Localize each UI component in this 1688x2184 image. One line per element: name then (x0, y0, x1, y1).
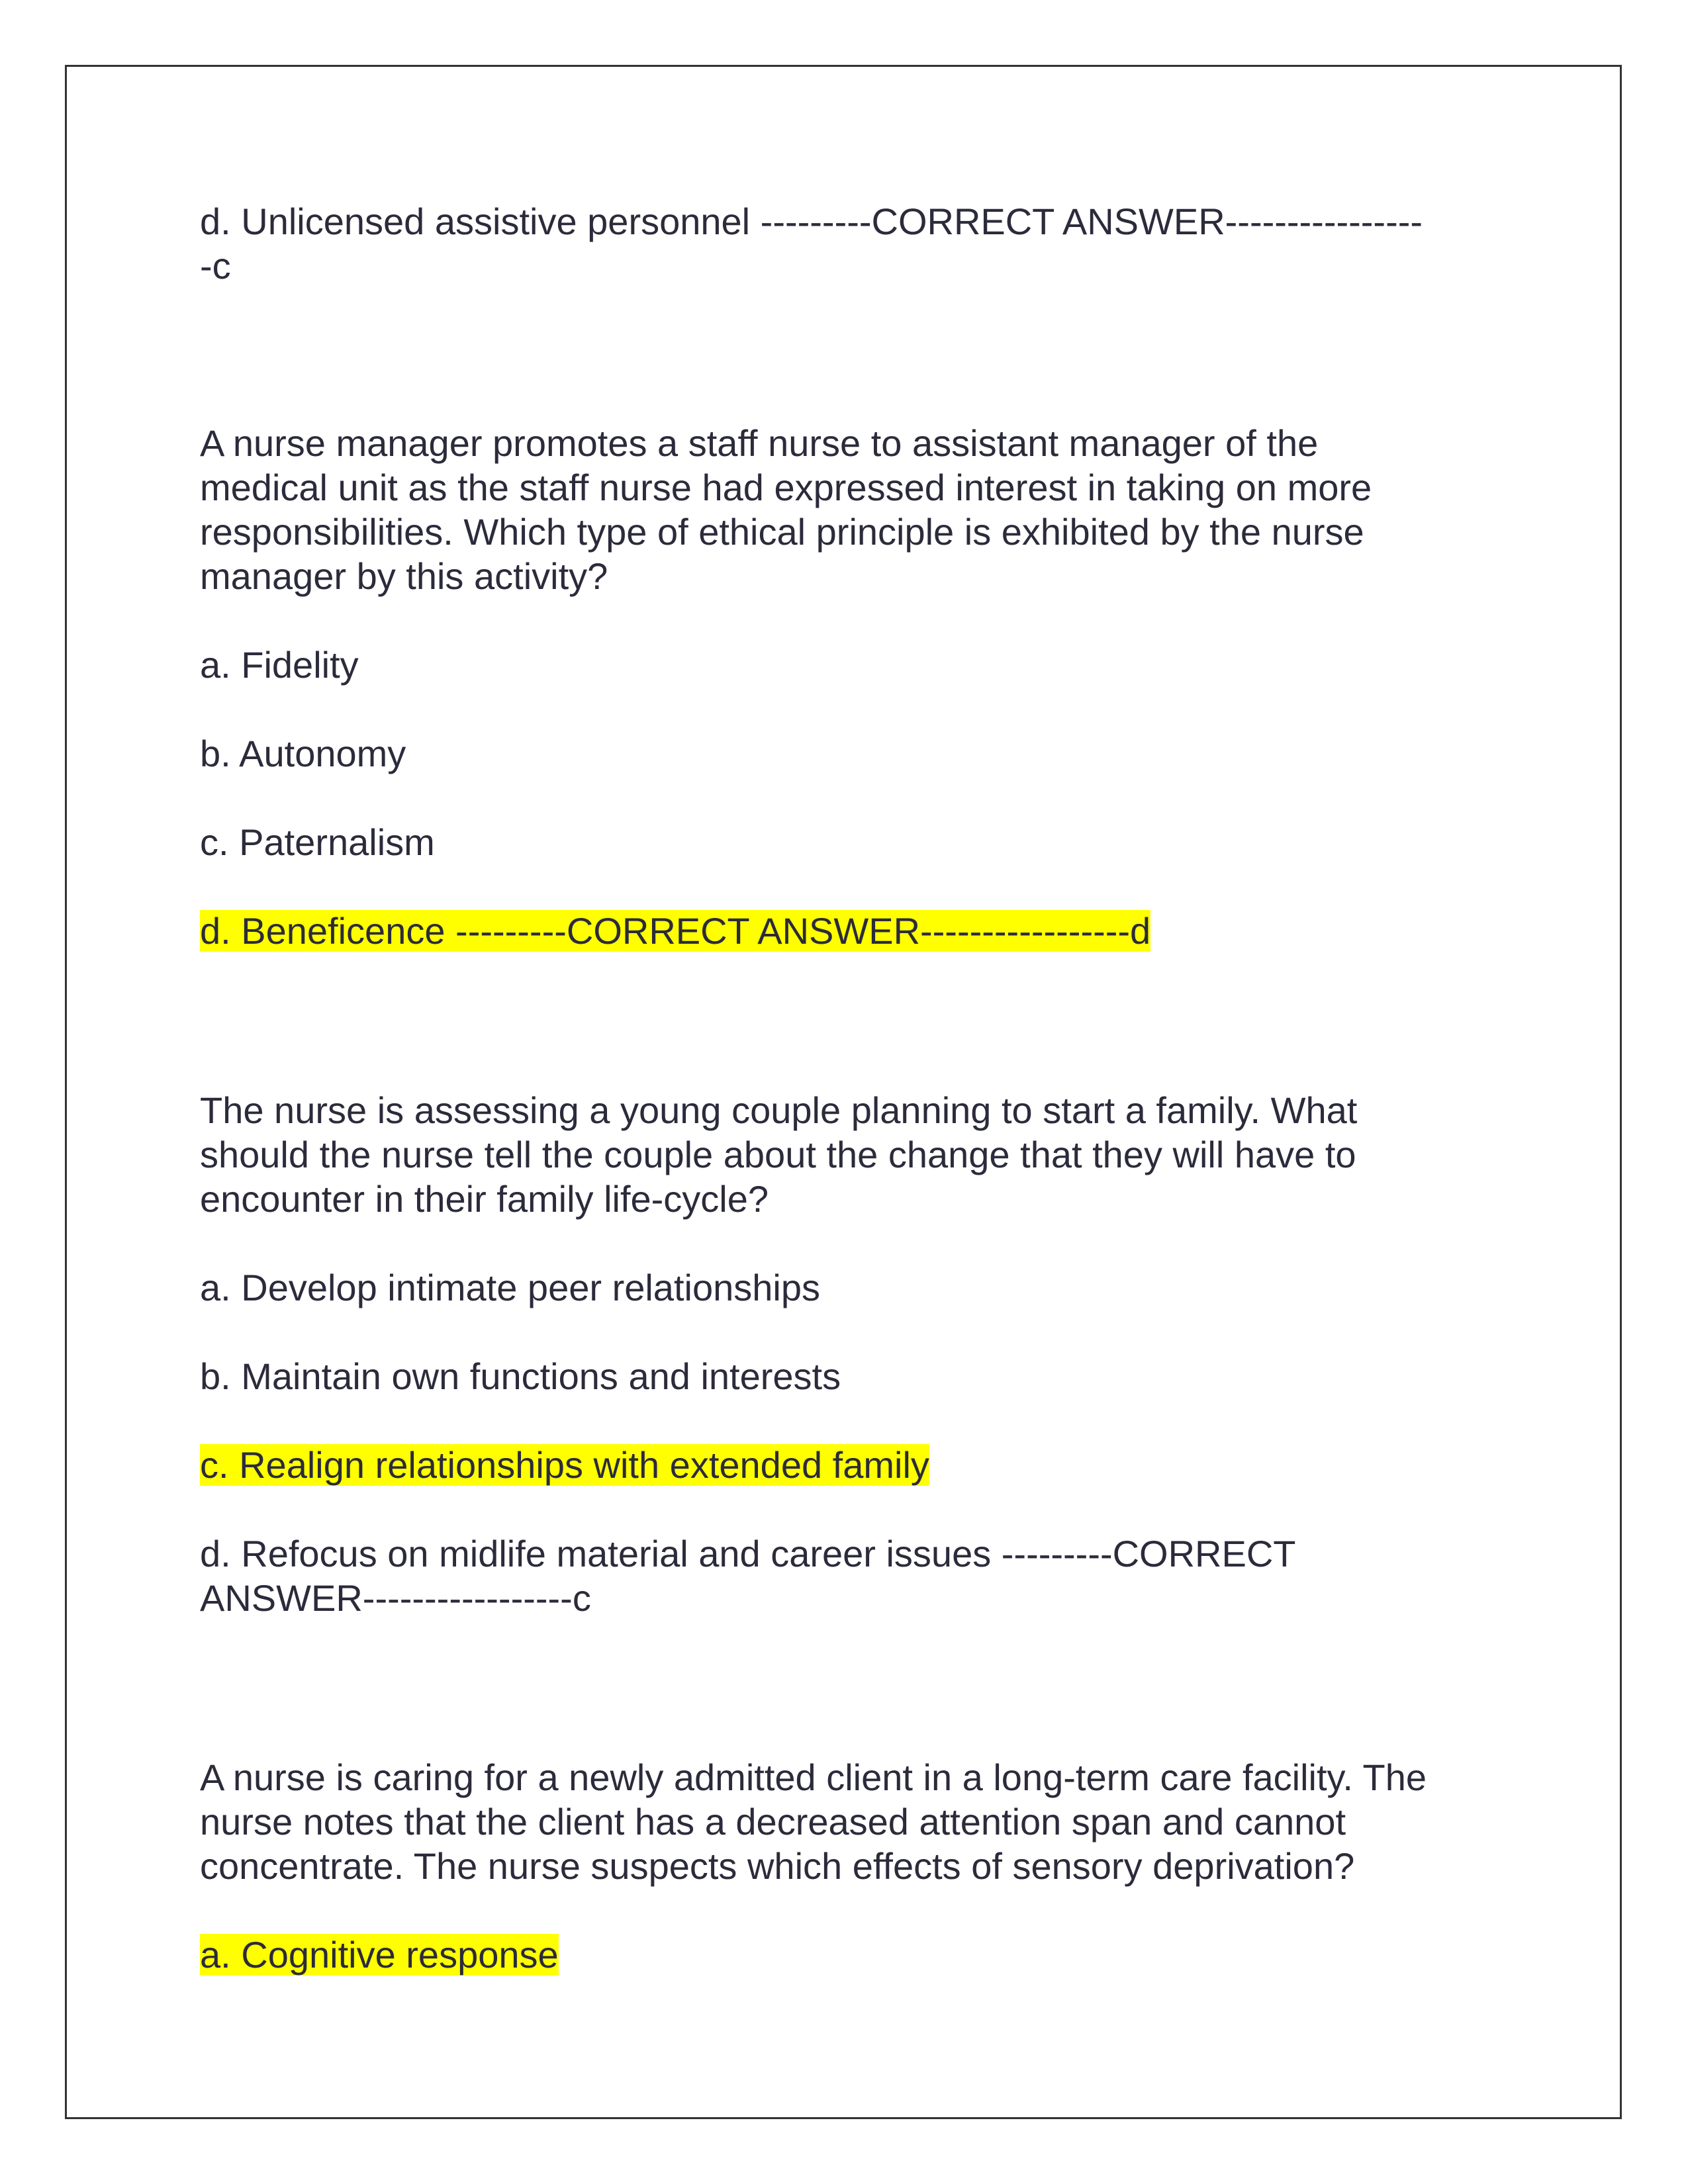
answer-option-c-correct (200, 1443, 929, 1487)
question-stem: A nurse manager promotes a staff nurse to assistant manager of the (200, 422, 1319, 464)
answer-option-d: d. Refocus on midlife material and career issues ---------CORRECT (200, 1533, 1296, 1574)
answer-option-d-continued: -c (200, 245, 231, 287)
highlighted-answer: a. Cognitive response (200, 1934, 559, 1976)
answer-option-d-correct (200, 909, 1150, 953)
highlighted-answer: c. Realign relationships with extended family (200, 1444, 929, 1486)
answer-option-d: d. Unlicensed assistive personnel ---------CORRECT ANSWER---------------- (200, 201, 1423, 242)
answer-option-a-correct (200, 1933, 559, 1977)
question-stem: nurse notes that the client has a decreased attention span and cannot (200, 1801, 1346, 1843)
question-stem: concentrate. The nurse suspects which effects of sensory deprivation? (200, 1845, 1355, 1887)
question-stem: A nurse is caring for a newly admitted client in a long-term care facility. The (200, 1756, 1427, 1798)
question-stem: manager by this activity? (200, 555, 608, 597)
answer-option-b: b. Autonomy (200, 733, 406, 774)
answer-option-b: b. Maintain own functions and interests (200, 1355, 841, 1397)
answer-option-a: a. Fidelity (200, 644, 359, 686)
answer-option-c: c. Paternalism (200, 821, 435, 863)
question-stem: should the nurse tell the couple about the change that they will have to (200, 1134, 1356, 1175)
question-stem: responsibilities. Which type of ethical principle is exhibited by the nurse (200, 511, 1364, 553)
highlighted-answer: d. Beneficence ---------CORRECT ANSWER-----------------d (200, 910, 1151, 952)
question-stem: encounter in their family life-cycle? (200, 1178, 769, 1220)
question-stem: medical unit as the staff nurse had expressed interest in taking on more (200, 467, 1372, 508)
answer-option-d-continued: ANSWER-----------------c (200, 1577, 591, 1619)
question-stem: The nurse is assessing a young couple planning to start a family. What (200, 1089, 1358, 1131)
answer-option-a: a. Develop intimate peer relationships (200, 1267, 820, 1308)
